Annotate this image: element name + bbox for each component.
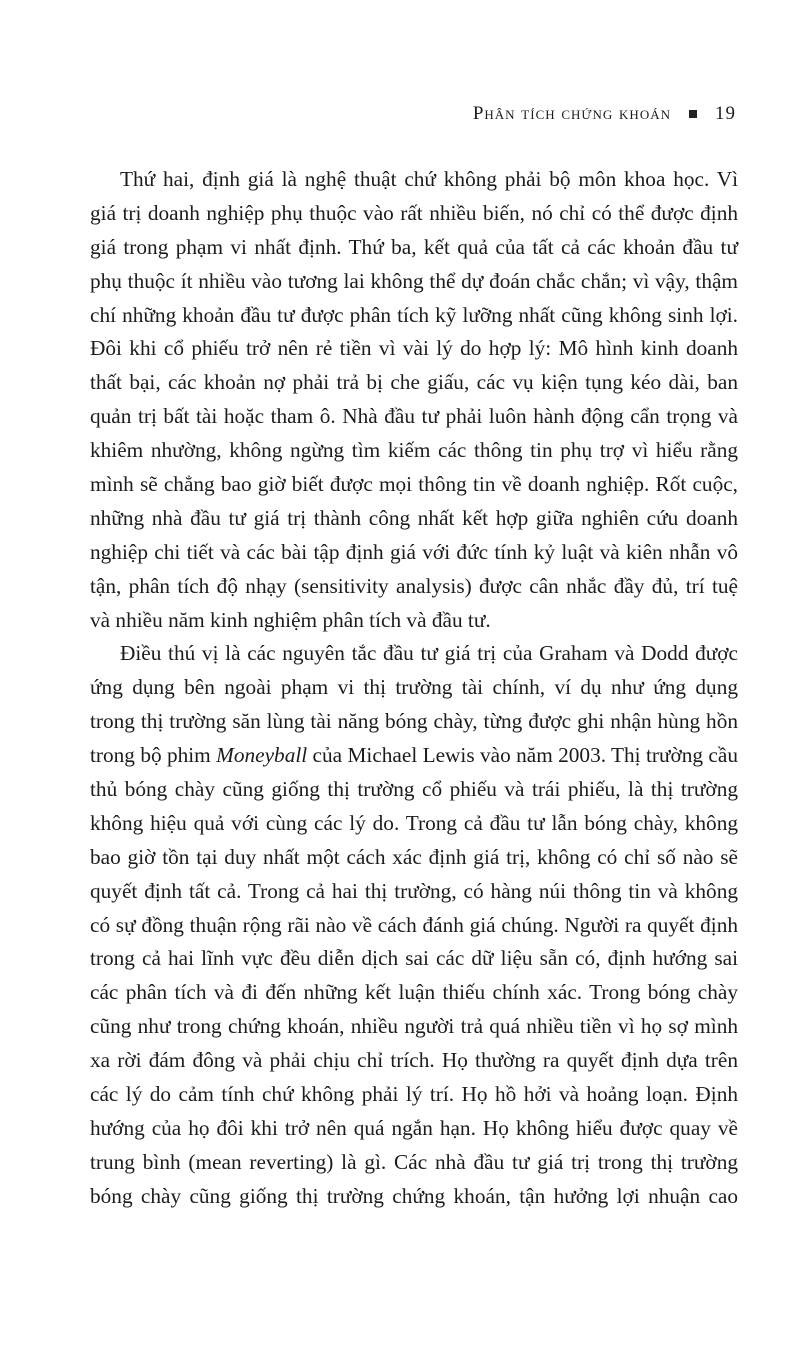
- text-line: các phân tích và đi đến những kết luận thiếu chính xác. Trong bóng chày: [90, 980, 738, 1005]
- text-line: ứng dụng bên ngoài phạm vi thị trường tài chính, ví dụ như ứng dụng: [90, 675, 738, 700]
- text-line: nghiệp chi tiết và các bài tập định giá với đức tính kỷ luật và kiên nhẫn vô: [90, 539, 738, 564]
- text-line: thất bại, các khoản nợ phải trả bị che giấu, các vụ kiện tụng kéo dài, ban: [90, 370, 738, 395]
- text-line: giá trong phạm vi nhất định. Thứ ba, kết quả của tất cả các khoản đầu tư: [90, 234, 738, 259]
- text-line: trong cả hai lĩnh vực đều diễn dịch sai các dữ liệu sẵn có, định hướng sai: [90, 946, 738, 971]
- text-segment: của Michael Lewis vào năm 2003. Thị trường cầu: [307, 743, 738, 768]
- text-line: giá trị doanh nghiệp phụ thuộc vào rất nhiều biến, nó chỉ có thể được định: [90, 200, 738, 225]
- text-line: khiêm nhường, không ngừng tìm kiếm các thông tin phụ trợ vì hiểu rằng: [90, 438, 738, 463]
- text-line: quyết định tất cả. Trong cả hai thị trường, có hàng núi thông tin và không: [90, 878, 738, 903]
- text-line: hướng của họ đôi khi trở nên quá ngắn hạn. Họ không hiểu được quay về: [90, 1115, 738, 1140]
- book-title: Moneyball: [216, 743, 308, 768]
- text-line: [90, 739, 738, 773]
- square-bullet-icon: [689, 110, 697, 118]
- text-line: trung bình (mean reverting) là gì. Các nhà đầu tư giá trị trong thị trường: [90, 1149, 738, 1174]
- text-line: bao giờ tồn tại duy nhất một cách xác định giá trị, không có chỉ số nào sẽ: [90, 844, 738, 869]
- page-number: 19: [715, 103, 736, 124]
- body-text: [90, 163, 738, 1214]
- text-line: không hiệu quả với cùng các lý do. Trong cả đầu tư lẫn bóng chày, không: [90, 810, 738, 835]
- text-line: và nhiều năm kinh nghiệm phân tích và đầu tư.: [90, 607, 491, 632]
- text-line: Đôi khi cổ phiếu trở nên rẻ tiền vì vài lý do hợp lý: Mô hình kinh doanh: [90, 336, 738, 361]
- text-line: các lý do cảm tính chứ không phải lý trí. Họ hồ hởi và hoảng loạn. Định: [90, 1082, 738, 1107]
- text-line: xa rời đám đông và phải chịu chỉ trích. Họ thường ra quyết định dựa trên: [90, 1048, 738, 1073]
- running-title: Phân tích chứng khoán: [472, 103, 671, 124]
- paragraph: [90, 637, 738, 1213]
- text-line: những nhà đầu tư giá trị thành công nhất kết hợp giữa nghiên cứu doanh: [90, 505, 738, 530]
- paragraph: [90, 163, 738, 637]
- text-line: phụ thuộc ít nhiều vào tương lai không thể dự đoán chắc chắn; vì vậy, thậm: [90, 268, 738, 293]
- text-line: cũng như trong chứng khoán, nhiều người trả quá nhiều tiền vì họ sợ mình: [90, 1014, 738, 1039]
- text-line: tận, phân tích độ nhạy (sensitivity analysis) được cân nhắc đầy đủ, trí tuệ: [90, 573, 738, 598]
- text-line: thủ bóng chày cũng giống thị trường cổ phiếu và trái phiếu, là thị trường: [90, 777, 738, 802]
- text-line: bóng chày cũng giống thị trường chứng khoán, tận hưởng lợi nhuận cao: [90, 1183, 738, 1208]
- text-line: Điều thú vị là các nguyên tắc đầu tư giá trị của Graham và Dodd được: [120, 641, 738, 666]
- text-line: chí những khoản đầu tư được phân tích kỹ lưỡng nhất cũng không sinh lợi.: [90, 302, 738, 327]
- text-line: trong thị trường săn lùng tài năng bóng chày, từng được ghi nhận hùng hồn: [90, 709, 738, 734]
- running-header: [473, 103, 736, 125]
- text-line: quản trị bất tài hoặc tham ô. Nhà đầu tư phải luôn hành động cẩn trọng và: [90, 404, 738, 429]
- text-line: mình sẽ chẳng bao giờ biết được mọi thông tin về doanh nghiệp. Rốt cuộc,: [90, 472, 738, 497]
- text-segment: trong bộ phim: [90, 743, 217, 768]
- text-line: Thứ hai, định giá là nghệ thuật chứ không phải bộ môn khoa học. Vì: [120, 167, 738, 191]
- text-line: có sự đồng thuận rộng rãi nào về cách đánh giá chúng. Người ra quyết định: [90, 912, 738, 937]
